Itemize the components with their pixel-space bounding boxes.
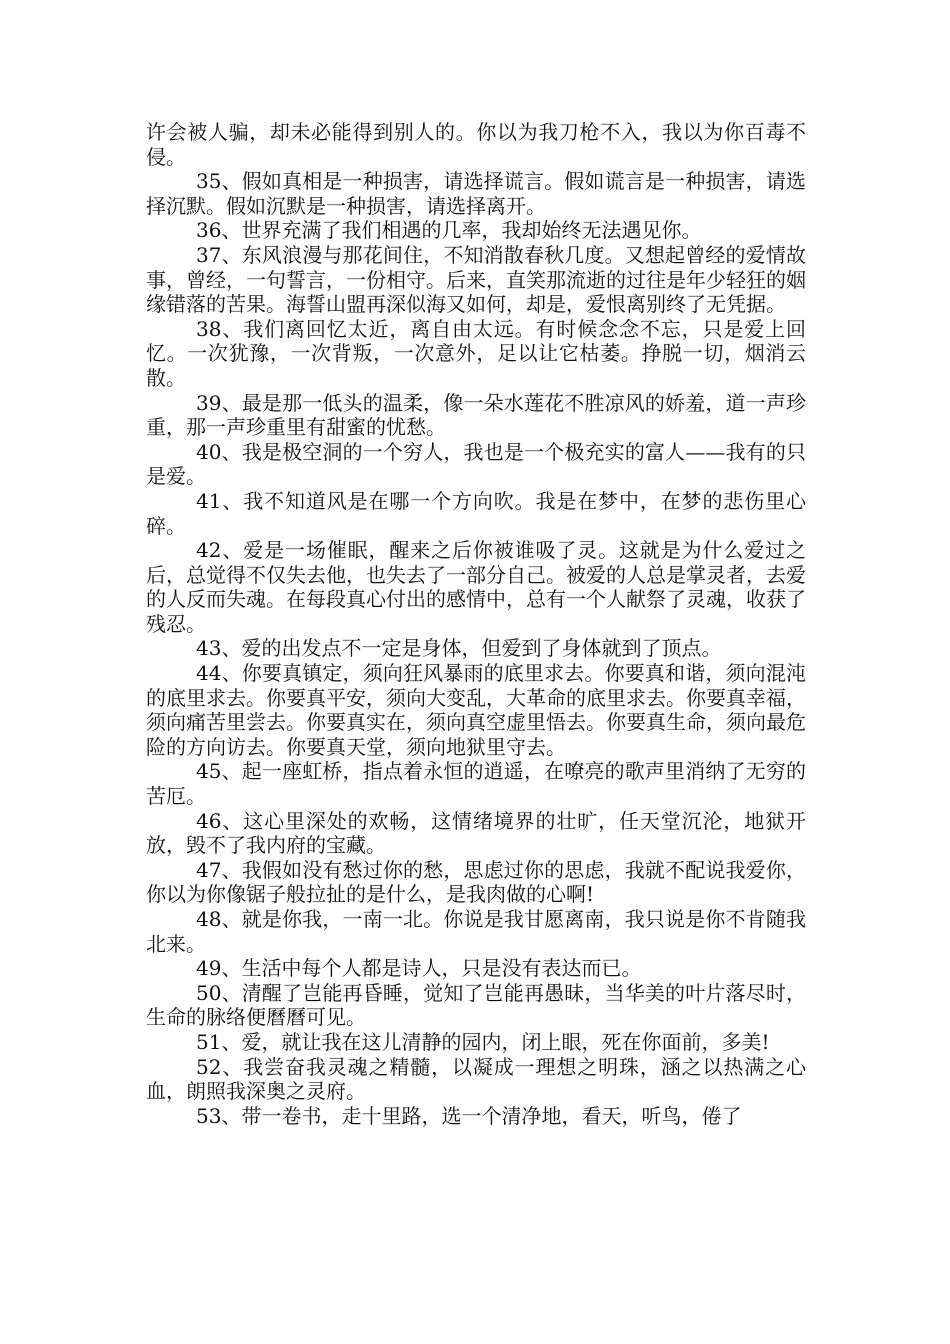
paragraph-52: 52、我尝奋我灵魂之精髓，以凝成一理想之明珠，涵之以热满之心血，朗照我深奥之灵府。 [146,1054,806,1104]
paragraph-53: 53、带一卷书，走十里路，选一个清净地，看天，听鸟，倦了 [196,1103,742,1128]
paragraph-48: 48、就是你我，一南一北。你说是我甘愿离南，我只说是你不肯随我北来。 [146,907,806,956]
paragraph-36: 36、世界充满了我们相遇的几率，我却始终无法遇见你。 [196,218,702,243]
paragraph-43: 43、爱的出发点不一定是身体，但爱到了身体就到了顶点。 [196,636,722,661]
paragraph-41: 41、我不知道风是在哪一个方向吹。我是在梦中，在梦的悲伤里心碎。 [146,488,806,538]
paragraph-intro: 许会被人骗，却未必能得到别人的。你以为我刀枪不入，我以为你百毒不侵。 [146,120,806,169]
paragraph-49: 49、生活中每个人都是诗人，只是没有表达而已。 [196,956,642,981]
paragraph-44: 44、你要真镇定，须向狂风暴雨的底里求去。你要真和谐，须向混沌的底里求去。你要真平安，须向大变乱，大革命的底里求去。你要真幸福，须向痛苦里尝去。你要真实在，须向真空虚里悟去。你要真生命，须向最危险的方向访去。你要真天堂，须向地狱里守去。 [146,661,806,759]
paragraph-47: 47、我假如没有愁过你的愁，思虑过你的思虑，我就不配说我爱你，你以为你像锯子般拉扯的是什么，是我肉做的心啊! [146,857,806,907]
paragraph-50: 50、清醒了岂能再昏睡，觉知了岂能再愚昧，当华美的叶片落尽时，生命的脉络便曆曆可见。 [146,980,806,1030]
paragraph-39: 39、最是那一低头的温柔，像一朵水莲花不胜凉风的娇羞，道一声珍重，那一声珍重里有甜蜜的忧愁。 [146,390,806,440]
paragraph-45: 45、起一座虹桥，指点着永恒的逍遥，在嘹亮的歌声里消纳了无穷的苦厄。 [146,759,806,809]
paragraph-35: 35、假如真相是一种损害，请选择谎言。假如谎言是一种损害，请选择沉默。假如沉默是一种损害，请选择离开。 [146,169,806,218]
paragraph-37: 37、东风浪漫与那花间住，不知消散春秋几度。又想起曾经的爱情故事，曾经，一句誓言，一份相守。后来，直笑那流逝的过往是年少轻狂的姻缘错落的苦果。海誓山盟再深似海又如何，却是，爱恨离别终了无凭据。 [146,242,806,317]
document-body [146,120,806,1128]
paragraph-42: 42、爱是一场催眠，醒来之后你被谁吸了灵。这就是为什么爱过之后，总觉得不仅失去他，也失去了一部分自己。被爱的人总是掌灵者，去爱的人反而失魂。在每段真心付出的感情中，总有一个人献祭了灵魂，收获了残忍。 [146,538,806,636]
paragraph-38: 38、我们离回忆太近，离自由太远。有时候念念不忘，只是爱上回忆。一次犹豫，一次背叛，一次意外，足以让它枯萎。挣脱一切，烟消云散。 [146,316,806,390]
paragraph-51: 51、爱，就让我在这儿清静的园内，闭上眼，死在你面前，多美! [196,1029,770,1054]
paragraph-46: 46、这心里深处的欢畅，这情绪境界的壮旷，任天堂沉沦，地狱开放，毁不了我内府的宝藏。 [146,808,806,858]
paragraph-40: 40、我是极空洞的一个穷人，我也是一个极充实的富人——我有的只是爱。 [146,439,806,489]
